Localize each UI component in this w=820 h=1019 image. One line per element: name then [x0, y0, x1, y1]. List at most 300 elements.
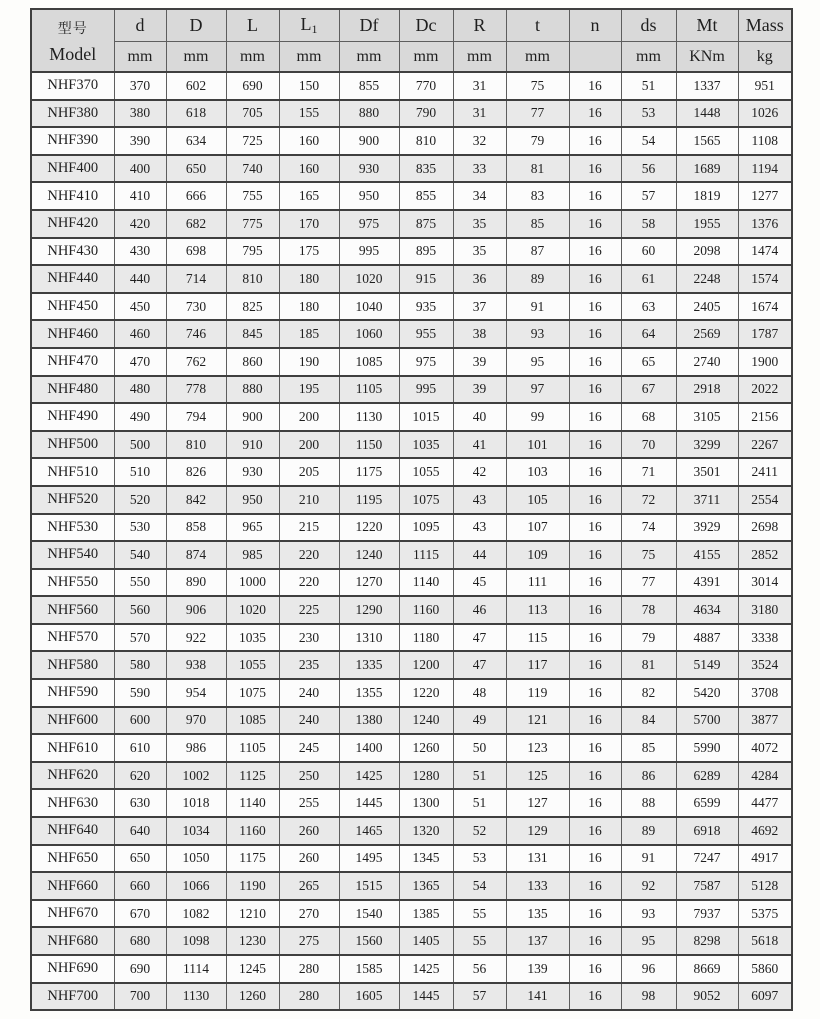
column-header-ds	[621, 9, 676, 42]
value-cell: 965	[226, 514, 279, 542]
value-cell: 3180	[738, 596, 792, 624]
value-cell: 133	[506, 872, 569, 900]
value-cell: 95	[621, 927, 676, 955]
value-cell: 280	[279, 955, 339, 983]
value-cell: 260	[279, 817, 339, 845]
value-cell: 16	[569, 155, 621, 183]
value-cell: 43	[453, 514, 506, 542]
value-cell: 16	[569, 679, 621, 707]
value-cell: 500	[114, 431, 166, 459]
value-cell: 175	[279, 238, 339, 266]
value-cell: 1175	[226, 845, 279, 873]
table-row-nhf370	[31, 72, 792, 100]
value-cell: 42	[453, 458, 506, 486]
value-cell: 1425	[339, 762, 399, 790]
value-cell: 1277	[738, 182, 792, 210]
value-cell: 1160	[399, 596, 453, 624]
table-row-nhf500	[31, 431, 792, 459]
column-label: Mass	[745, 15, 784, 35]
column-header-r	[453, 9, 506, 42]
value-cell: 38	[453, 320, 506, 348]
value-cell: 470	[114, 348, 166, 376]
value-cell: 95	[506, 348, 569, 376]
model-cell: NHF620	[31, 762, 114, 790]
value-cell: 79	[621, 624, 676, 652]
column-label: Df	[359, 15, 379, 35]
value-cell: 72	[621, 486, 676, 514]
value-cell: 1400	[339, 734, 399, 762]
value-cell: 31	[453, 72, 506, 100]
value-cell: 1300	[399, 789, 453, 817]
value-cell: 1130	[339, 403, 399, 431]
value-cell: 1337	[676, 72, 738, 100]
value-cell: 195	[279, 376, 339, 404]
value-cell: 550	[114, 569, 166, 597]
value-cell: 1380	[339, 707, 399, 735]
column-header-t	[506, 9, 569, 42]
value-cell: 6599	[676, 789, 738, 817]
value-cell: 895	[399, 238, 453, 266]
value-cell: 810	[399, 127, 453, 155]
value-cell: 74	[621, 514, 676, 542]
value-cell: 370	[114, 72, 166, 100]
value-cell: 93	[506, 320, 569, 348]
value-cell: 810	[166, 431, 226, 459]
value-cell: 1270	[339, 569, 399, 597]
value-cell: 200	[279, 403, 339, 431]
table-row-nhf470	[31, 348, 792, 376]
value-cell: 220	[279, 541, 339, 569]
value-cell: 1605	[339, 983, 399, 1011]
value-cell: 2918	[676, 376, 738, 404]
value-cell: 1310	[339, 624, 399, 652]
table-row-nhf510	[31, 458, 792, 486]
value-cell: 123	[506, 734, 569, 762]
value-cell: 1055	[226, 651, 279, 679]
value-cell: 1130	[166, 983, 226, 1011]
value-cell: 91	[506, 293, 569, 321]
value-cell: 75	[506, 72, 569, 100]
value-cell: 77	[621, 569, 676, 597]
value-cell: 115	[506, 624, 569, 652]
value-cell: 1175	[339, 458, 399, 486]
value-cell: 985	[226, 541, 279, 569]
value-cell: 40	[453, 403, 506, 431]
model-cell: NHF600	[31, 707, 114, 735]
column-header-l	[226, 9, 279, 42]
model-cell: NHF370	[31, 72, 114, 100]
value-cell: 650	[166, 155, 226, 183]
value-cell: 2852	[738, 541, 792, 569]
column-unit: mm	[226, 42, 279, 73]
value-cell: 71	[621, 458, 676, 486]
value-cell: 430	[114, 238, 166, 266]
value-cell: 1050	[166, 845, 226, 873]
value-cell: 77	[506, 100, 569, 128]
value-cell: 690	[226, 72, 279, 100]
value-cell: 2248	[676, 265, 738, 293]
value-cell: 57	[453, 983, 506, 1011]
value-cell: 43	[453, 486, 506, 514]
value-cell: 794	[166, 403, 226, 431]
column-label: d	[135, 15, 145, 35]
value-cell: 75	[621, 541, 676, 569]
value-cell: 4391	[676, 569, 738, 597]
value-cell: 49	[453, 707, 506, 735]
model-cell: NHF380	[31, 100, 114, 128]
value-cell: 41	[453, 431, 506, 459]
value-cell: 9052	[676, 983, 738, 1011]
column-header-d	[166, 9, 226, 42]
value-cell: 88	[621, 789, 676, 817]
value-cell: 16	[569, 845, 621, 873]
value-cell: 113	[506, 596, 569, 624]
value-cell: 85	[506, 210, 569, 238]
value-cell: 1108	[738, 127, 792, 155]
value-cell: 1018	[166, 789, 226, 817]
value-cell: 1035	[399, 431, 453, 459]
value-cell: 60	[621, 238, 676, 266]
value-cell: 1405	[399, 927, 453, 955]
value-cell: 3711	[676, 486, 738, 514]
value-cell: 1115	[399, 541, 453, 569]
value-cell: 150	[279, 72, 339, 100]
value-cell: 1540	[339, 900, 399, 928]
value-cell: 5420	[676, 679, 738, 707]
value-cell: 16	[569, 458, 621, 486]
model-cell: NHF540	[31, 541, 114, 569]
value-cell: 1075	[226, 679, 279, 707]
value-cell: 16	[569, 983, 621, 1011]
value-cell: 855	[339, 72, 399, 100]
value-cell: 16	[569, 817, 621, 845]
model-header-en: Model	[49, 43, 97, 64]
value-cell: 1210	[226, 900, 279, 928]
value-cell: 1220	[399, 679, 453, 707]
value-cell: 1195	[339, 486, 399, 514]
value-cell: 930	[339, 155, 399, 183]
value-cell: 225	[279, 596, 339, 624]
value-cell: 420	[114, 210, 166, 238]
value-cell: 137	[506, 927, 569, 955]
model-cell: NHF550	[31, 569, 114, 597]
model-cell: NHF520	[31, 486, 114, 514]
value-cell: 2022	[738, 376, 792, 404]
value-cell: 190	[279, 348, 339, 376]
value-cell: 16	[569, 596, 621, 624]
column-header-mass	[738, 9, 792, 42]
column-header-l1	[279, 9, 339, 42]
value-cell: 778	[166, 376, 226, 404]
value-cell: 3708	[738, 679, 792, 707]
value-cell: 141	[506, 983, 569, 1011]
column-unit: mm	[506, 42, 569, 73]
value-cell: 129	[506, 817, 569, 845]
value-cell: 1220	[339, 514, 399, 542]
value-cell: 160	[279, 127, 339, 155]
column-header-d	[114, 9, 166, 42]
table-row-nhf450	[31, 293, 792, 321]
value-cell: 1260	[399, 734, 453, 762]
table-row-nhf630	[31, 789, 792, 817]
value-cell: 81	[506, 155, 569, 183]
value-cell: 740	[226, 155, 279, 183]
value-cell: 842	[166, 486, 226, 514]
value-cell: 1026	[738, 100, 792, 128]
value-cell: 83	[506, 182, 569, 210]
table-row-nhf600	[31, 707, 792, 735]
value-cell: 930	[226, 458, 279, 486]
value-cell: 680	[114, 927, 166, 955]
value-cell: 640	[114, 817, 166, 845]
value-cell: 119	[506, 679, 569, 707]
value-cell: 1345	[399, 845, 453, 873]
value-cell: 400	[114, 155, 166, 183]
column-label: L	[300, 14, 312, 34]
value-cell: 666	[166, 182, 226, 210]
value-cell: 690	[114, 955, 166, 983]
value-cell: 975	[399, 348, 453, 376]
value-cell: 37	[453, 293, 506, 321]
column-unit: mm	[453, 42, 506, 73]
value-cell: 440	[114, 265, 166, 293]
table-row-nhf700	[31, 983, 792, 1011]
value-cell: 16	[569, 210, 621, 238]
value-cell: 1150	[339, 431, 399, 459]
value-cell: 3877	[738, 707, 792, 735]
value-cell: 1955	[676, 210, 738, 238]
value-cell: 2698	[738, 514, 792, 542]
value-cell: 634	[166, 127, 226, 155]
value-cell: 1787	[738, 320, 792, 348]
table-row-nhf430	[31, 238, 792, 266]
value-cell: 125	[506, 762, 569, 790]
table-row-nhf640	[31, 817, 792, 845]
value-cell: 16	[569, 100, 621, 128]
value-cell: 170	[279, 210, 339, 238]
value-cell: 245	[279, 734, 339, 762]
value-cell: 835	[399, 155, 453, 183]
value-cell: 165	[279, 182, 339, 210]
value-cell: 480	[114, 376, 166, 404]
value-cell: 78	[621, 596, 676, 624]
value-cell: 910	[226, 431, 279, 459]
model-spec-table	[30, 8, 793, 1011]
value-cell: 44	[453, 541, 506, 569]
value-cell: 826	[166, 458, 226, 486]
value-cell: 1105	[339, 376, 399, 404]
value-cell: 510	[114, 458, 166, 486]
value-cell: 16	[569, 431, 621, 459]
value-cell: 86	[621, 762, 676, 790]
table-row-nhf540	[31, 541, 792, 569]
column-label: Dc	[415, 15, 437, 35]
column-unit: kg	[738, 42, 792, 73]
model-cell: NHF390	[31, 127, 114, 155]
value-cell: 698	[166, 238, 226, 266]
table-row-nhf590	[31, 679, 792, 707]
value-cell: 1055	[399, 458, 453, 486]
value-cell: 746	[166, 320, 226, 348]
value-cell: 1194	[738, 155, 792, 183]
model-cell: NHF410	[31, 182, 114, 210]
value-cell: 53	[453, 845, 506, 873]
model-cell: NHF450	[31, 293, 114, 321]
value-cell: 121	[506, 707, 569, 735]
value-cell: 55	[453, 900, 506, 928]
value-cell: 1002	[166, 762, 226, 790]
value-cell: 858	[166, 514, 226, 542]
model-cell: NHF690	[31, 955, 114, 983]
value-cell: 1015	[399, 403, 453, 431]
table-row-nhf420	[31, 210, 792, 238]
value-cell: 16	[569, 707, 621, 735]
value-cell: 950	[339, 182, 399, 210]
value-cell: 99	[506, 403, 569, 431]
value-cell: 1689	[676, 155, 738, 183]
model-cell: NHF480	[31, 376, 114, 404]
value-cell: 16	[569, 514, 621, 542]
value-cell: 16	[569, 734, 621, 762]
value-cell: 4155	[676, 541, 738, 569]
value-cell: 260	[279, 845, 339, 873]
value-cell: 4887	[676, 624, 738, 652]
value-cell: 16	[569, 789, 621, 817]
value-cell: 93	[621, 900, 676, 928]
model-cell: NHF650	[31, 845, 114, 873]
value-cell: 89	[506, 265, 569, 293]
table-row-nhf570	[31, 624, 792, 652]
value-cell: 79	[506, 127, 569, 155]
model-cell: NHF630	[31, 789, 114, 817]
value-cell: 200	[279, 431, 339, 459]
table-row-nhf660	[31, 872, 792, 900]
value-cell: 795	[226, 238, 279, 266]
value-cell: 54	[453, 872, 506, 900]
value-cell: 1574	[738, 265, 792, 293]
value-cell: 5149	[676, 651, 738, 679]
model-cell: NHF460	[31, 320, 114, 348]
value-cell: 56	[453, 955, 506, 983]
model-cell: NHF470	[31, 348, 114, 376]
column-unit: mm	[166, 42, 226, 73]
value-cell: 67	[621, 376, 676, 404]
value-cell: 265	[279, 872, 339, 900]
column-unit	[569, 42, 621, 73]
value-cell: 51	[621, 72, 676, 100]
value-cell: 570	[114, 624, 166, 652]
model-cell: NHF400	[31, 155, 114, 183]
value-cell: 1125	[226, 762, 279, 790]
value-cell: 6289	[676, 762, 738, 790]
value-cell: 2554	[738, 486, 792, 514]
value-cell: 2098	[676, 238, 738, 266]
value-cell: 3105	[676, 403, 738, 431]
value-cell: 410	[114, 182, 166, 210]
table-row-nhf460	[31, 320, 792, 348]
value-cell: 1474	[738, 238, 792, 266]
value-cell: 390	[114, 127, 166, 155]
value-cell: 4917	[738, 845, 792, 873]
value-cell: 16	[569, 569, 621, 597]
value-cell: 235	[279, 651, 339, 679]
value-cell: 96	[621, 955, 676, 983]
model-cell: NHF590	[31, 679, 114, 707]
model-cell: NHF610	[31, 734, 114, 762]
value-cell: 3501	[676, 458, 738, 486]
value-cell: 31	[453, 100, 506, 128]
value-cell: 103	[506, 458, 569, 486]
value-cell: 54	[621, 127, 676, 155]
value-cell: 7937	[676, 900, 738, 928]
value-cell: 855	[399, 182, 453, 210]
value-cell: 52	[453, 817, 506, 845]
value-cell: 2405	[676, 293, 738, 321]
value-cell: 762	[166, 348, 226, 376]
value-cell: 39	[453, 376, 506, 404]
value-cell: 1290	[339, 596, 399, 624]
value-cell: 670	[114, 900, 166, 928]
value-cell: 4692	[738, 817, 792, 845]
value-cell: 70	[621, 431, 676, 459]
value-cell: 4634	[676, 596, 738, 624]
value-cell: 98	[621, 983, 676, 1011]
column-unit: mm	[279, 42, 339, 73]
value-cell: 160	[279, 155, 339, 183]
value-cell: 2156	[738, 403, 792, 431]
value-cell: 1035	[226, 624, 279, 652]
value-cell: 230	[279, 624, 339, 652]
table-row-nhf380	[31, 100, 792, 128]
value-cell: 1674	[738, 293, 792, 321]
value-cell: 53	[621, 100, 676, 128]
value-cell: 490	[114, 403, 166, 431]
column-header-dc	[399, 9, 453, 42]
value-cell: 2569	[676, 320, 738, 348]
value-cell: 89	[621, 817, 676, 845]
value-cell: 16	[569, 486, 621, 514]
header-label-row	[31, 9, 792, 42]
value-cell: 5618	[738, 927, 792, 955]
value-cell: 51	[453, 789, 506, 817]
column-unit: mm	[114, 42, 166, 73]
value-cell: 3338	[738, 624, 792, 652]
value-cell: 1095	[399, 514, 453, 542]
table-row-nhf440	[31, 265, 792, 293]
table-body	[31, 72, 792, 1010]
value-cell: 92	[621, 872, 676, 900]
table-row-nhf390	[31, 127, 792, 155]
value-cell: 951	[738, 72, 792, 100]
value-cell: 1376	[738, 210, 792, 238]
value-cell: 906	[166, 596, 226, 624]
value-cell: 5700	[676, 707, 738, 735]
value-cell: 618	[166, 100, 226, 128]
column-label: Mt	[696, 15, 718, 35]
value-cell: 270	[279, 900, 339, 928]
table-row-nhf670	[31, 900, 792, 928]
value-cell: 240	[279, 679, 339, 707]
model-header-zh: 型号	[57, 22, 88, 38]
table-row-nhf620	[31, 762, 792, 790]
value-cell: 16	[569, 127, 621, 155]
value-cell: 1355	[339, 679, 399, 707]
value-cell: 210	[279, 486, 339, 514]
value-cell: 107	[506, 514, 569, 542]
value-cell: 620	[114, 762, 166, 790]
value-cell: 16	[569, 376, 621, 404]
value-cell: 995	[339, 238, 399, 266]
